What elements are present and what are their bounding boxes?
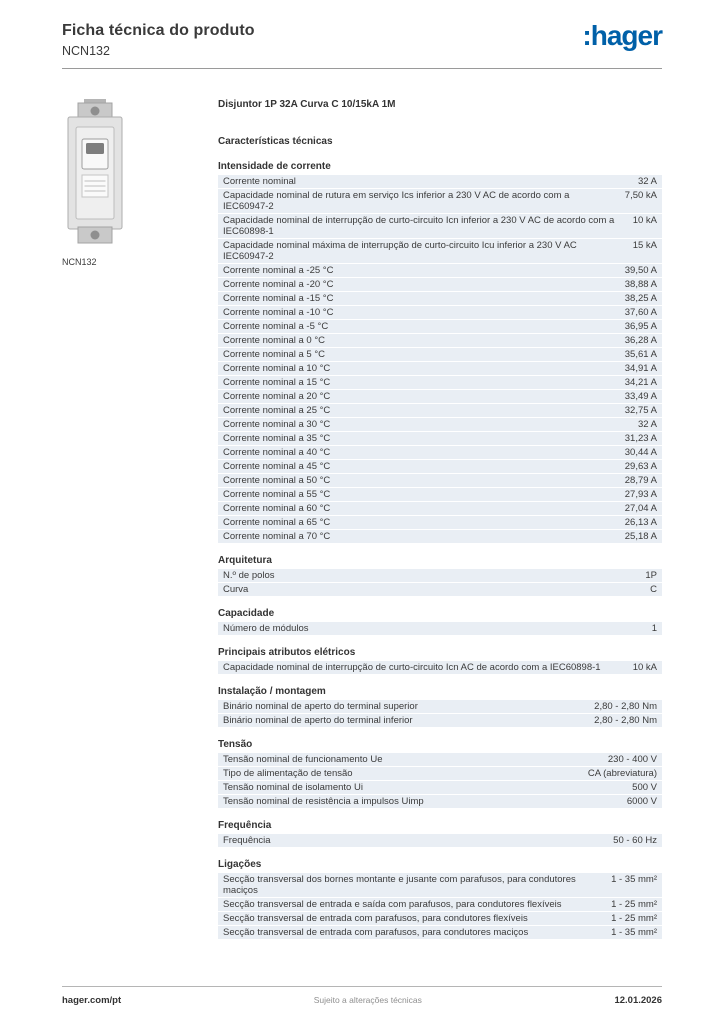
spec-value: C (650, 584, 657, 595)
spec-row (218, 661, 662, 674)
spec-label: Corrente nominal a 25 °C (223, 405, 331, 416)
spec-value: 230 - 400 V (607, 754, 657, 765)
spec-row (218, 404, 662, 417)
spec-label: Capacidade nominal de interrupção de curto-circuito Icn inferior a 230 V AC de acordo com a IEC60898-1 (223, 215, 615, 237)
section-title: Capacidade (218, 608, 275, 619)
footer-website: hager.com/pt (62, 995, 122, 1006)
spec-label: Corrente nominal a 55 °C (223, 489, 331, 500)
spec-row (218, 834, 662, 847)
spec-value: 1 (651, 623, 657, 634)
spec-section (218, 608, 662, 635)
spec-label: N.º de polos (223, 570, 275, 581)
spec-row (218, 753, 662, 766)
spec-value: 28,79 A (624, 475, 657, 486)
spec-section (218, 555, 662, 596)
product-image-column (62, 99, 218, 940)
spec-row (218, 767, 662, 780)
spec-label: Corrente nominal a 10 °C (223, 363, 331, 374)
spec-value: 37,60 A (624, 307, 657, 318)
spec-label: Corrente nominal a 45 °C (223, 461, 331, 472)
hager-logo: :hager (582, 20, 662, 51)
spec-row (218, 390, 662, 403)
spec-label: Binário nominal de aperto do terminal superior (223, 701, 418, 712)
spec-label: Corrente nominal a 5 °C (223, 349, 326, 360)
spec-value: 36,95 A (624, 321, 657, 332)
section-title: Frequência (218, 820, 272, 831)
spec-row (218, 700, 662, 713)
spec-label: Tensão nominal de isolamento Ui (223, 782, 363, 793)
spec-section (218, 859, 662, 939)
spec-label: Corrente nominal a 50 °C (223, 475, 331, 486)
spec-label: Corrente nominal a 40 °C (223, 447, 331, 458)
spec-row (218, 569, 662, 582)
spec-label: Tensão nominal de resistência a impulsos Uimp (223, 796, 424, 807)
spec-label: Secção transversal de entrada com parafusos, para condutores flexíveis (223, 913, 528, 924)
circuit-breaker-illustration (62, 99, 128, 247)
spec-row (218, 460, 662, 473)
spec-label: Corrente nominal a -5 °C (223, 321, 329, 332)
tech-characteristics-title: Características técnicas (218, 136, 333, 147)
spec-row (218, 714, 662, 727)
spec-value: 2,80 - 2,80 Nm (594, 715, 657, 726)
spec-section (218, 686, 662, 727)
spec-value: 32 A (637, 419, 657, 430)
spec-row (218, 446, 662, 459)
spec-section (218, 820, 662, 847)
spec-row (218, 898, 662, 911)
spec-label: Corrente nominal a -10 °C (223, 307, 334, 318)
spec-value: 1 - 25 mm² (611, 899, 657, 910)
spec-value: 29,63 A (624, 461, 657, 472)
spec-main-column (218, 99, 662, 940)
spec-row (218, 278, 662, 291)
document-title: Ficha técnica do produto (62, 22, 255, 39)
spec-value: 38,25 A (624, 293, 657, 304)
spec-label: Número de módulos (223, 623, 309, 634)
section-title: Ligações (218, 859, 262, 870)
footer-disclaimer: Sujeito a alterações técnicas (313, 995, 422, 1005)
footer-date: 12.01.2026 (614, 995, 662, 1006)
spec-value: CA (abreviatura) (587, 768, 657, 779)
spec-value: 35,61 A (624, 349, 657, 360)
spec-value: 50 - 60 Hz (613, 835, 657, 846)
spec-value: 31,23 A (624, 433, 657, 444)
spec-value: 1 - 25 mm² (611, 913, 657, 924)
spec-row (218, 189, 662, 213)
product-title: Disjuntor 1P 32A Curva C 10/15kA 1M (218, 99, 396, 110)
spec-value: 10 kA (632, 215, 657, 226)
spec-label: Corrente nominal a -25 °C (223, 265, 334, 276)
spec-label: Capacidade nominal máxima de interrupção de curto-circuito Icu inferior a 230 V AC IEC60947-2 (223, 240, 577, 262)
spec-label: Secção transversal de entrada e saída com parafusos, para condutores flexíveis (223, 899, 562, 910)
spec-label: Corrente nominal a 20 °C (223, 391, 331, 402)
spec-label: Curva (223, 584, 249, 595)
spec-value: 500 V (632, 782, 657, 793)
spec-value: 34,91 A (624, 363, 657, 374)
spec-value: 33,49 A (624, 391, 657, 402)
spec-value: 26,13 A (624, 517, 657, 528)
spec-label: Corrente nominal a 65 °C (223, 517, 331, 528)
spec-value: 7,50 kA (624, 190, 657, 201)
spec-row (218, 795, 662, 808)
spec-label: Corrente nominal a 35 °C (223, 433, 331, 444)
spec-value: 27,93 A (624, 489, 657, 500)
product-image-caption: NCN132 (62, 257, 97, 267)
spec-row (218, 418, 662, 431)
product-reference: NCN132 (62, 44, 110, 58)
spec-label: Secção transversal dos bornes montante e jusante com parafusos, para condutores maciços (223, 874, 576, 896)
spec-value: 1P (645, 570, 657, 581)
spec-row (218, 376, 662, 389)
spec-value: 6000 V (626, 796, 657, 807)
spec-value: 36,28 A (624, 335, 657, 346)
spec-value: 32,75 A (624, 405, 657, 416)
spec-label: Corrente nominal a 70 °C (223, 531, 331, 542)
page-footer (62, 986, 662, 1006)
spec-value: 27,04 A (624, 503, 657, 514)
spec-label: Corrente nominal a 60 °C (223, 503, 331, 514)
content-area (62, 99, 662, 940)
spec-label: Frequência (223, 835, 271, 846)
spec-row (218, 488, 662, 501)
spec-label: Corrente nominal a 0 °C (223, 335, 326, 346)
spec-value: 1 - 35 mm² (611, 927, 657, 938)
circuit-breaker-image (62, 99, 128, 247)
spec-row (218, 348, 662, 361)
section-title: Intensidade de corrente (218, 161, 331, 172)
spec-value: 10 kA (632, 662, 657, 673)
section-title: Instalação / montagem (218, 686, 326, 697)
spec-value: 39,50 A (624, 265, 657, 276)
header-titles (62, 22, 255, 58)
spec-value: 38,88 A (624, 279, 657, 290)
spec-row (218, 912, 662, 925)
section-title: Arquitetura (218, 555, 272, 566)
spec-row (218, 622, 662, 635)
spec-section (218, 647, 662, 674)
spec-label: Secção transversal de entrada com parafusos, para condutores maciços (223, 927, 529, 938)
page-header (62, 22, 662, 69)
spec-row (218, 214, 662, 238)
spec-label: Capacidade nominal de rutura em serviço Ics inferior a 230 V AC de acordo com a IEC60947-2 (223, 190, 570, 212)
spec-row (218, 292, 662, 305)
spec-value: 15 kA (632, 240, 657, 251)
spec-label: Tensão nominal de funcionamento Ue (223, 754, 383, 765)
spec-row (218, 502, 662, 515)
spec-row (218, 583, 662, 596)
spec-value: 25,18 A (624, 531, 657, 542)
spec-row (218, 530, 662, 543)
spec-section (218, 161, 662, 543)
spec-label: Corrente nominal (223, 176, 296, 187)
spec-section (218, 739, 662, 808)
spec-row (218, 239, 662, 263)
spec-value: 32 A (637, 176, 657, 187)
spec-value: 34,21 A (624, 377, 657, 388)
spec-row (218, 264, 662, 277)
spec-row (218, 926, 662, 939)
spec-value: 30,44 A (624, 447, 657, 458)
section-title: Tensão (218, 739, 253, 750)
spec-label: Tipo de alimentação de tensão (223, 768, 353, 779)
spec-label: Corrente nominal a -20 °C (223, 279, 334, 290)
spec-row (218, 781, 662, 794)
section-title: Principais atributos elétricos (218, 647, 356, 658)
spec-value: 2,80 - 2,80 Nm (594, 701, 657, 712)
spec-row (218, 362, 662, 375)
spec-row (218, 516, 662, 529)
spec-row (218, 334, 662, 347)
spec-label: Capacidade nominal de interrupção de curto-circuito Icn AC de acordo com a IEC60898-1 (223, 662, 601, 673)
spec-label: Corrente nominal a 15 °C (223, 377, 331, 388)
spec-row (218, 175, 662, 188)
spec-row (218, 306, 662, 319)
spec-label: Corrente nominal a -15 °C (223, 293, 334, 304)
spec-value: 1 - 35 mm² (611, 874, 657, 885)
spec-sections (218, 161, 662, 939)
spec-label: Corrente nominal a 30 °C (223, 419, 331, 430)
spec-row (218, 432, 662, 445)
spec-label: Binário nominal de aperto do terminal inferior (223, 715, 413, 726)
spec-row (218, 873, 662, 897)
spec-row (218, 474, 662, 487)
spec-row (218, 320, 662, 333)
